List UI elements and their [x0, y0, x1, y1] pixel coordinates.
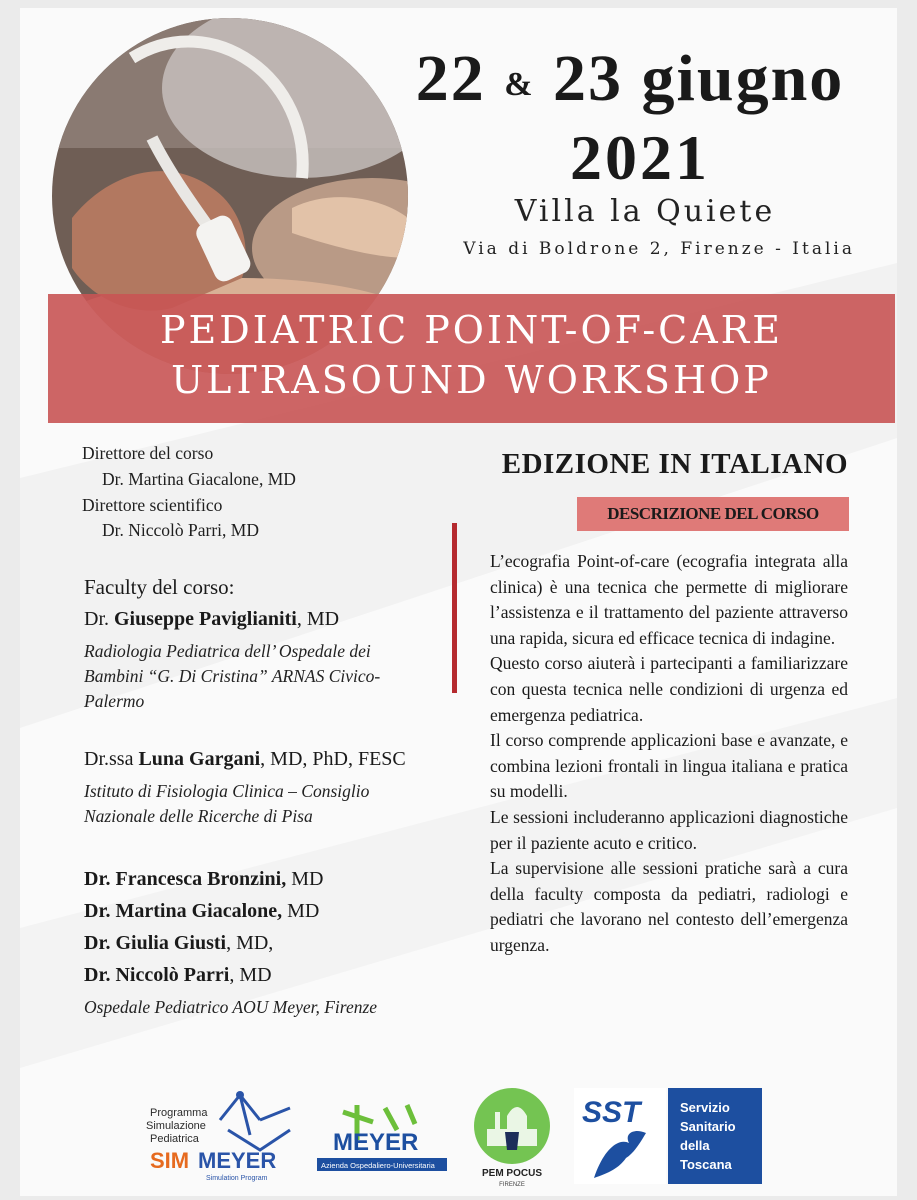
affiliation-line: Bambini “G. Di Cristina” ARNAS Civico-: [84, 666, 381, 686]
sst-abbr: SST: [582, 1096, 641, 1129]
edition-title: EDIZIONE IN ITALIANO: [501, 448, 848, 480]
sponsor-logos: [20, 1070, 897, 1190]
pem-pocus-name: PEM POCUS: [481, 1168, 543, 1179]
flyer-page: [20, 8, 897, 1196]
title-banner: [48, 294, 895, 423]
meyer-hospital-logo: [315, 1100, 450, 1175]
sst-line-3: della: [680, 1138, 710, 1153]
scientific-director-label: Direttore scientifico: [82, 495, 223, 515]
description-paragraph: Questo corso aiuterà i partecipanti a familiarizzare con questa tecnica nelle condizioni di urgenza ed emergenza pediatrica.: [490, 653, 848, 725]
course-description: [490, 549, 848, 959]
event-day-1: 22: [415, 42, 486, 115]
faculty-name: Luna Gargani: [138, 748, 261, 770]
faculty-name: Dr. Francesca Bronzini,: [84, 868, 287, 890]
faculty-member: [84, 932, 273, 955]
course-director-name: Dr. Martina Giacalone, MD: [102, 469, 296, 489]
simmeyer-line-3: Pediatrica: [150, 1133, 199, 1145]
faculty-suffix: MD: [282, 900, 320, 922]
venue-name: Villa la Quiete: [514, 194, 776, 229]
faculty-member: [84, 900, 319, 923]
faculty-group-affiliation: Ospedale Pediatrico AOU Meyer, Firenze: [84, 997, 378, 1017]
event-day-2-month: 23 giugno: [553, 42, 845, 115]
description-paragraph: Il corso comprende applicazioni base e avanzate, e combina lezioni frontali in lingua italiana e pratica su modelli.: [490, 730, 848, 802]
simmeyer-subtitle: Simulation Program: [206, 1175, 268, 1182]
sst-line-4: Toscana: [680, 1157, 732, 1172]
description-paragraph: Le sessioni includeranno applicazioni diagnostiche per il paziente acuto e critico.: [490, 806, 848, 853]
faculty-member: [84, 868, 323, 891]
event-year: 2021: [570, 122, 710, 193]
faculty-suffix: , MD,: [226, 932, 274, 954]
title-line-1: PEDIATRIC POINT-OF-CARE: [159, 308, 784, 352]
accent-bar: [452, 523, 457, 693]
faculty-affiliation: [84, 779, 369, 829]
faculty-member: [84, 608, 339, 631]
faculty-name: Giuseppe Paviglianiti: [114, 608, 297, 630]
scientific-director-name: Dr. Niccolò Parri, MD: [102, 520, 259, 540]
sst-line-1: Servizio: [680, 1100, 730, 1115]
faculty-prefix: Dr.: [84, 608, 109, 630]
faculty-suffix: , MD: [296, 608, 340, 630]
faculty-member: [84, 748, 406, 771]
faculty-title: Faculty del corso:: [84, 575, 235, 599]
description-badge: DESCRIZIONE DEL CORSO: [577, 497, 849, 531]
faculty-suffix: MD: [286, 868, 324, 890]
pem-pocus-city: FIRENZE: [499, 1182, 525, 1188]
pem-pocus-logo: [467, 1084, 557, 1189]
ampersand: &: [504, 65, 535, 103]
faculty-suffix: , MD, PhD, FESC: [260, 748, 406, 770]
simmeyer-sim: SIM: [150, 1148, 190, 1173]
faculty-prefix: Dr.ssa: [84, 748, 134, 770]
meyer-subtitle: Azienda Ospedaliero-Universitaria: [321, 1161, 435, 1170]
faculty-member: [84, 964, 272, 987]
simmeyer-logo: [140, 1090, 310, 1185]
title-line-2: ULTRASOUND WORKSHOP: [171, 358, 772, 402]
faculty-suffix: , MD: [229, 964, 272, 986]
faculty-name: Dr. Niccolò Parri: [84, 964, 230, 986]
faculty-affiliation: [84, 639, 380, 714]
description-paragraph: L’ecografia Point-of-care (ecografia integrata alla clinica) è una tecnica che permette di migliorare l’assistenza e il trattamento del paziente attraverso una rapida, sicura ed efficace tecnica di indagine.: [490, 551, 848, 648]
course-director-label: Direttore del corso: [82, 443, 214, 463]
sst-line-2: Sanitario: [680, 1119, 736, 1134]
description-paragraph: La supervisione alle sessioni pratiche sarà a cura della faculty composta da pediatri, radiologi e pediatri che lavorano nel contesto dell’emergenza urgenza.: [490, 858, 848, 955]
sst-logo: [574, 1088, 764, 1184]
affiliation-line: Istituto di Fisiologia Clinica – Consiglio: [84, 781, 370, 801]
affiliation-line: Palermo: [84, 691, 145, 711]
meyer-name: MEYER: [333, 1129, 419, 1156]
faculty-name: Dr. Giulia Giusti: [84, 932, 227, 954]
faculty-name: Dr. Martina Giacalone,: [84, 900, 283, 922]
simmeyer-line-2: Simulazione: [146, 1120, 206, 1132]
affiliation-line: Radiologia Pediatrica dell’ Ospedale dei: [84, 641, 371, 661]
simmeyer-meyer: MEYER: [198, 1148, 277, 1173]
affiliation-line: Nazionale delle Ricerche di Pisa: [84, 806, 313, 826]
simmeyer-line-1: Programma: [150, 1107, 208, 1119]
venue-address: Via di Boldrone 2, Firenze - Italia: [463, 239, 855, 259]
event-date-days: [400, 42, 860, 115]
